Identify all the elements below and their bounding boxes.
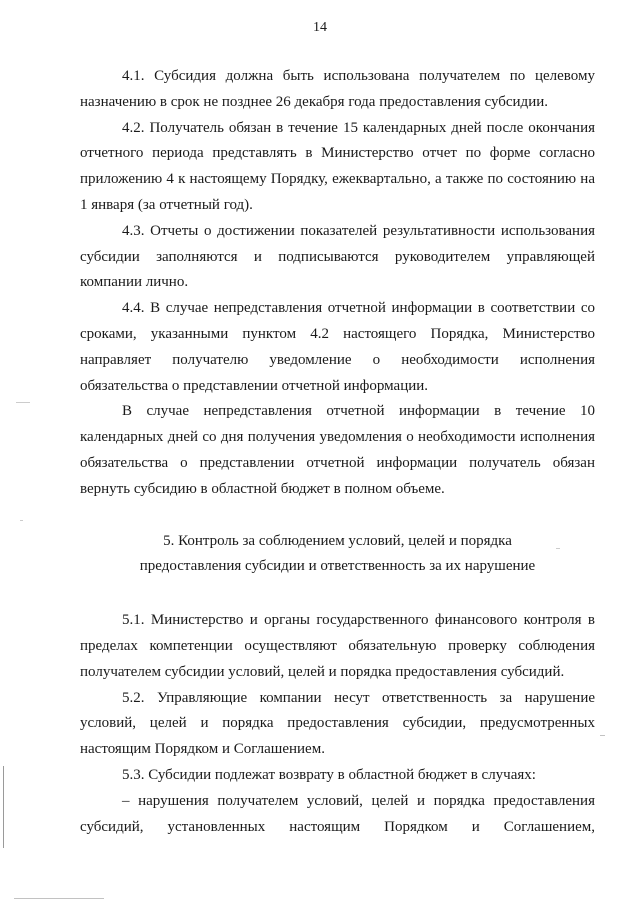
scan-speck (556, 548, 560, 549)
spacer (80, 580, 595, 608)
paragraph-4-2: 4.2. Получатель обязан в течение 15 календарных дней после окончания отчетного периода представлять в Министерство отчет по форме согласно приложению 4 к настоящему Порядку, ежеквартально, а также по состоянию на 1 января (за отчетный год). (80, 119, 595, 213)
scan-edge-mark (14, 898, 104, 899)
scan-edge-mark (3, 766, 4, 848)
paragraph-4-4: 4.4. В случае непредставления отчетной информации в соответствии со сроками, указанными пунктом 4.2 настоящего Порядка, Министерство направляет получателю уведомление о необходимости исполнения обязательства о представлении отчетной информации. (80, 300, 595, 394)
spacer (80, 503, 595, 529)
paragraph-4-1: 4.1. Субсидия должна быть использована получателем по целевому назначению в срок не позднее 26 декабря года предоставления субсидии. (80, 68, 595, 110)
scan-speck (20, 520, 23, 521)
paragraph-5-3: 5.3. Субсидии подлежат возврату в областной бюджет в случаях: (122, 766, 536, 783)
scan-speck (16, 402, 30, 403)
page-number: 14 (313, 20, 327, 35)
scan-speck (600, 735, 605, 736)
section-heading-line-2: предоставления субсидии и ответственность за их нарушение (139, 558, 536, 575)
paragraph-5-1: 5.1. Министерство и органы государственного финансового контроля в пределах компетенции осуществляют обязательную проверку соблюдения получателем субсидии условий, целей и порядка предоставления субсидий. (80, 612, 595, 680)
paragraph-4-4-continuation: В случае непредставления отчетной информации в течение 10 календарных дней со дня получения уведомления о необходимости исполнения обязательства о представлении отчетной информации получатель обязан вернуть субсидию в областной бюджет в полном объеме. (80, 403, 595, 497)
section-heading-line-1: 5. Контроль за соблюдением условий, целей и порядка (163, 532, 512, 549)
paragraph-5-2: 5.2. Управляющие компании несут ответственность за нарушение условий, целей и порядка предоставления субсидии, предусмотренных настоящим Порядком и Соглашением. (80, 689, 595, 758)
paragraph-4-3: 4.3. Отчеты о достижении показателей результативности использования субсидии заполняются и подписываются руководителем управляющей компании лично. (80, 222, 595, 291)
document-body (80, 64, 595, 840)
list-item-violation: – нарушения получателем условий, целей и порядка предоставления субсидий, установленных настоящим Порядком и Соглашением, (80, 792, 595, 835)
